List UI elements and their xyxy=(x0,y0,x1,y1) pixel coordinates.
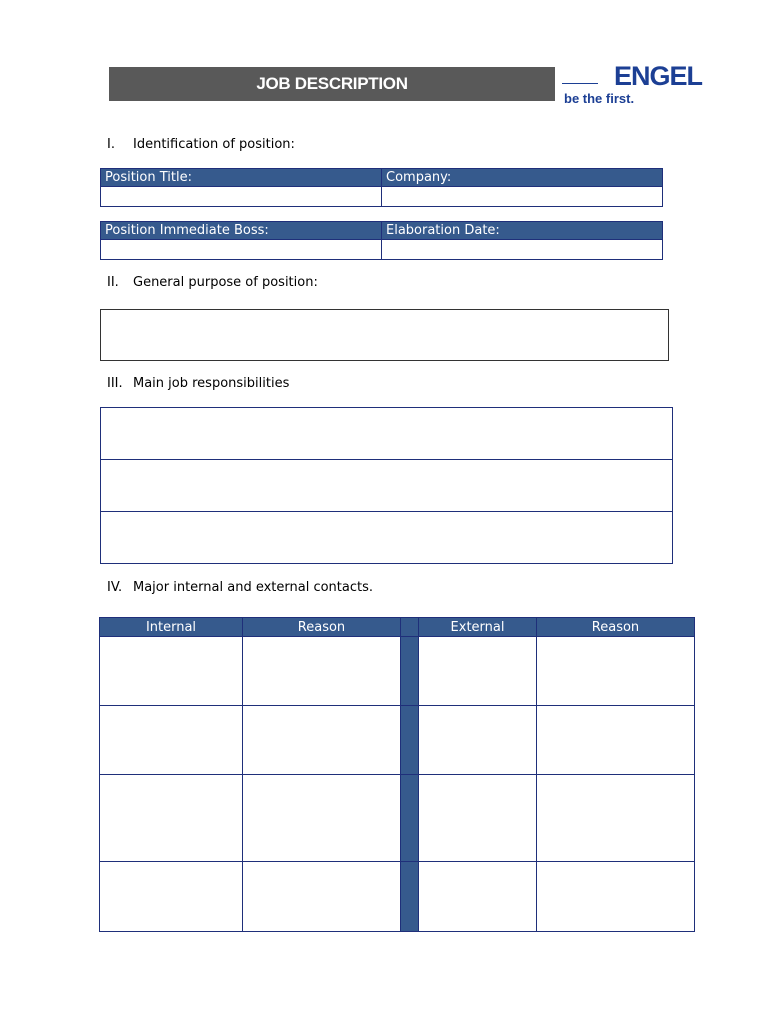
immediate-boss-field[interactable] xyxy=(101,240,382,260)
section-label: General purpose of position: xyxy=(133,275,318,290)
table-row xyxy=(100,775,695,862)
identification-table-1 xyxy=(100,168,663,207)
section-number: I. xyxy=(107,137,115,152)
internal-contact-field[interactable] xyxy=(100,862,243,932)
table-row xyxy=(100,706,695,775)
logo-wordmark: ENGEL xyxy=(613,61,702,91)
internal-header: Internal xyxy=(100,618,243,637)
responsibility-field[interactable] xyxy=(101,460,672,512)
table-row xyxy=(100,637,695,706)
internal-reason-field[interactable] xyxy=(243,637,401,706)
external-reason-field[interactable] xyxy=(537,775,695,862)
position-title-label: Position Title: xyxy=(101,169,382,187)
contacts-table xyxy=(99,617,695,932)
column-separator xyxy=(401,775,419,862)
column-separator xyxy=(401,706,419,775)
internal-reason-field[interactable] xyxy=(243,775,401,862)
section-number: III. xyxy=(107,376,123,391)
logo-rule xyxy=(562,83,598,84)
external-contact-field[interactable] xyxy=(419,637,537,706)
external-reason-header: Reason xyxy=(537,618,695,637)
internal-reason-field[interactable] xyxy=(243,706,401,775)
section-number: IV. xyxy=(107,580,123,595)
section-label: Identification of position: xyxy=(133,137,295,152)
section-number: II. xyxy=(107,275,119,290)
responsibility-field[interactable] xyxy=(101,512,672,563)
document-title xyxy=(109,67,555,101)
logo-tagline: be the first. xyxy=(564,91,635,106)
company-label: Company: xyxy=(382,169,663,187)
immediate-boss-label: Position Immediate Boss: xyxy=(101,222,382,240)
document-title-text: JOB DESCRIPTION xyxy=(256,74,408,93)
internal-reason-field[interactable] xyxy=(243,862,401,932)
elaboration-date-label: Elaboration Date: xyxy=(382,222,663,240)
column-separator xyxy=(401,862,419,932)
internal-contact-field[interactable] xyxy=(100,775,243,862)
section-label: Main job responsibilities xyxy=(133,376,290,391)
identification-table-2 xyxy=(100,221,663,260)
position-title-field[interactable] xyxy=(101,187,382,207)
external-reason-field[interactable] xyxy=(537,637,695,706)
internal-contact-field[interactable] xyxy=(100,637,243,706)
engel-logo xyxy=(562,60,704,110)
external-reason-field[interactable] xyxy=(537,706,695,775)
section-label: Major internal and external contacts. xyxy=(133,580,374,595)
company-field[interactable] xyxy=(382,187,663,207)
section-responsibilities-heading xyxy=(107,376,289,392)
external-contact-field[interactable] xyxy=(419,775,537,862)
external-contact-field[interactable] xyxy=(419,706,537,775)
internal-contact-field[interactable] xyxy=(100,706,243,775)
column-separator xyxy=(401,637,419,706)
external-reason-field[interactable] xyxy=(537,862,695,932)
section-identification-heading xyxy=(107,137,295,153)
internal-reason-header: Reason xyxy=(243,618,401,637)
elaboration-date-field[interactable] xyxy=(382,240,663,260)
external-contact-field[interactable] xyxy=(419,862,537,932)
section-purpose-heading xyxy=(107,275,318,291)
general-purpose-field[interactable] xyxy=(100,309,669,361)
responsibilities-box xyxy=(100,407,673,564)
external-header: External xyxy=(419,618,537,637)
table-row xyxy=(100,862,695,932)
responsibility-field[interactable] xyxy=(101,408,672,460)
column-separator xyxy=(401,618,419,637)
section-contacts-heading xyxy=(107,580,373,596)
